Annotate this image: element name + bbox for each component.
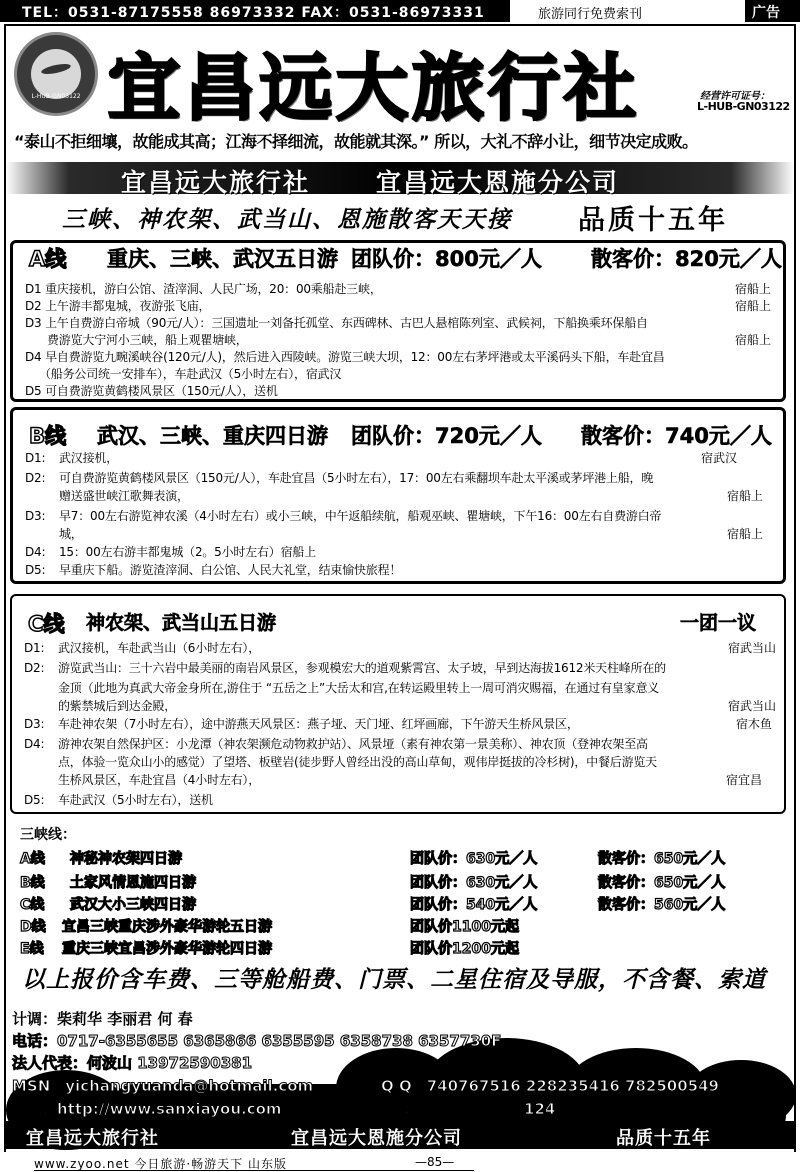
sanxia-line-retail: 散客价：650元／人 [598, 875, 726, 891]
brand-footer-bar [6, 1121, 794, 1149]
route-c-box [10, 594, 786, 814]
day-text: 上午自费游白帝城（90元/人）：三国遗址一刘备托孤堂、东西碑林、古巴人悬棺陈列室、武候祠，下船换乘环保船自 [45, 316, 648, 330]
contact-website: 网址：http://www.sanxiayou.com [12, 1100, 282, 1118]
logo-globe-icon [31, 49, 81, 99]
day-text: 上午游丰都鬼城，夜游张飞庙， [45, 299, 211, 313]
day-text: 早自费游览九畹溪峡谷(120元/人)，然后进入西陵峡。游览三峡大坝，12：00左右茅坪港或太平溪码头下船，车赴宜昌 [45, 350, 665, 364]
route-b-day-cont: 城， [59, 527, 83, 541]
license-label: 经营许可证号： [700, 91, 770, 102]
license-number: L-HUB-GN03122 [697, 100, 790, 113]
route-b-name: B线 [29, 424, 67, 448]
route-a-day [25, 315, 648, 332]
route-c-title: 神农架、武当山五日游 [86, 612, 277, 634]
contact-legal: 法人代表：何波山 13972590381 [12, 1054, 253, 1072]
logo-bird-icon [40, 62, 71, 76]
header-index-label: 旅游同行免费索刊 [510, 0, 745, 22]
top-contact-bar [0, 0, 800, 22]
footer-underline [34, 1170, 474, 1171]
route-c-stay: 宿武当山 [727, 699, 776, 713]
logo-code: L-HUB-GN03122 [31, 93, 81, 100]
page-number: —85— [415, 1155, 455, 1169]
route-c-stay: 宿武当山 [727, 641, 776, 655]
route-b-day-cont: 赠送盛世峡江歌舞表演， [59, 489, 189, 503]
route-a-day [25, 298, 210, 315]
day-label: D5: [24, 793, 45, 807]
route-a-stay: 宿船上 [734, 299, 771, 313]
contact-planners: 计调：柴莉华 李丽君 何 春 [12, 1010, 193, 1028]
route-c-day [24, 640, 260, 657]
route-c-day-cont: 的紫禁城后到达金殿， [58, 699, 177, 713]
sanxia-line-name: E线 [20, 941, 44, 957]
price-note: 以上报价含车费、三等舱船费、门票、二星住宿及导服，不含餐、索道 [22, 967, 766, 993]
route-b-stay: 宿武汉 [700, 451, 737, 465]
route-b-title: 武汉、三峡、重庆四日游 [97, 424, 328, 448]
sanxia-line-group: 团队价1100元起 [410, 919, 519, 935]
sanxia-line-group: 团队价：630元／人 [410, 851, 538, 867]
route-c-day-cont: 生桥风景区，车赴宜昌（4小时左右）， [58, 773, 261, 787]
foot-branch: 宜昌远大恩施分公司 [291, 1128, 462, 1149]
route-a-stay: 宿船上 [734, 282, 771, 296]
day-text: 早7：00左右游览神农溪（4小时左右）或小三峡，中午返船续航，船观巫峡、瞿塘峡，下午16：00左右自费游白帝 [59, 509, 662, 523]
sanxia-line-title: 重庆三峡宜昌涉外豪华游轮四日游 [62, 941, 272, 957]
contact-phone: 电话：0717-6355655 6365866 6355595 6358738 6357730F [12, 1032, 502, 1050]
route-b-day [25, 470, 653, 487]
sanxia-line-name: B线 [20, 875, 45, 891]
route-a-name: A线 [29, 247, 67, 271]
route-a-day [25, 383, 278, 400]
route-b-day [25, 544, 316, 561]
day-label: D5 [25, 384, 42, 398]
service-tagline: 三峡、神农架、武当山、恩施散客天天接 [62, 207, 512, 233]
sanxia-line-retail: 散客价：560元／人 [598, 897, 726, 913]
contact-qq: Q Q：740767516 228235416 782500549 [381, 1077, 719, 1095]
contact-address: 地址：宜昌市沿江大道124号 [374, 1100, 571, 1118]
day-text: 武汉接机，车赴武当山（6小时左右）， [58, 641, 261, 655]
footer-site: www.zyoo.net 今日旅游·畅游天下 山东版 [34, 1157, 287, 1171]
day-text: 车赴武汉（5小时左右），送机 [58, 793, 213, 807]
route-a-day [25, 281, 382, 298]
route-a-title: 重庆、三峡、武汉五日游 [107, 247, 338, 271]
contact-msn: MSN：yichangyuanda@hotmail.com [12, 1077, 314, 1095]
day-label: D2 [25, 299, 42, 313]
company-logo [14, 32, 98, 116]
day-label: D1: [24, 641, 45, 655]
sanxia-line-title: 神秘神农架四日游 [70, 851, 182, 867]
day-label: D1 [25, 282, 42, 296]
foot-quality: 品质十五年 [616, 1128, 711, 1149]
sanxia-line-title: 土家风情恩施四日游 [70, 875, 196, 891]
company-title: 宜昌远大旅行社 [108, 46, 641, 130]
sanxia-line-name: A线 [20, 851, 45, 867]
route-c-day [24, 716, 579, 733]
day-label: D2: [24, 661, 45, 675]
route-c-day [24, 660, 666, 677]
quality-tagline: 品质十五年 [578, 205, 728, 236]
foot-company: 宜昌远大旅行社 [26, 1128, 159, 1149]
route-b-box [10, 407, 786, 584]
company-motto: “泰山不拒细壤，故能成其高；江海不择细流，故能就其深。” 所以，大礼不辞小让，细节决定成败。 [14, 132, 698, 151]
route-b-retail-price: 散客价：740元／人 [581, 424, 772, 448]
route-c-stay: 宿木鱼 [735, 717, 772, 731]
route-b-stay: 宿船上 [726, 527, 763, 541]
day-text: 早重庆下船。游览渣滓洞、白公馆、人民大礼堂，结束愉快旅程！ [59, 563, 402, 577]
route-a-group-price: 团队价：800元／人 [351, 247, 542, 271]
day-label: D4 [25, 350, 42, 364]
sanxia-line-retail: 散客价：650元／人 [598, 851, 726, 867]
day-text: 武汉接机， [59, 451, 119, 465]
route-b-group-price: 团队价：720元／人 [351, 424, 542, 448]
day-label: D1: [25, 451, 46, 465]
day-label: D4: [25, 545, 46, 559]
day-text: 游览武当山：三十六岩中最美丽的南岩风景区，参观模宏大的道观紫霄宫、太子坡，早到达海拔1612米天柱峰所在的 [58, 661, 666, 675]
sanxia-line-group: 团队价1200元起 [410, 941, 519, 957]
day-text: 可自费游览黄鹤楼风景区（150元/人），车赴宜昌（5小时左右），17：00左右乘翻坝车赴太平溪或茅坪港上船，晚 [59, 471, 654, 485]
route-c-day-cont: 金顶（此地为真武大帝金身所在,游住于 “五岳之上”大岳太和宫,在转运殿里转上一周可消灾赐福，在通过有皇家意义 [58, 681, 660, 695]
day-label: D5: [25, 563, 46, 577]
day-label: D3: [24, 717, 45, 731]
route-c-day-cont: 点，体验一览众山小的感觉）了望塔、板壁岩(徒步野人曾经出没的高山草甸，观伟岸挺拔的冷杉树)，中餐后游览天 [58, 755, 657, 769]
day-text: 游神农架自然保护区：小龙潭（神农架濒危动物救护站）、风景垭（素有神农第一景美称）、神农顶（登神农架至高 [58, 737, 648, 751]
day-text: 15：00左右游丰都鬼城（2。5小时左右）宿船上 [59, 545, 317, 559]
day-text: 车赴神农架（7小时左右），途中游燕天风景区：燕子垭、天门垭、红坪画廊，下午游天生桥风景区， [58, 717, 579, 731]
route-b-day [25, 508, 661, 525]
route-a-day-cont: 费游览大宁河小三峡，船上观瞿塘峡， [47, 333, 248, 347]
route-a-retail-price: 散客价：820元／人 [591, 247, 782, 271]
sanxia-line-title: 宜昌三峡重庆涉外豪华游轮五日游 [62, 919, 272, 935]
route-c-stay: 宿宜昌 [725, 773, 762, 787]
day-text: 重庆接机，游白公馆、渣滓洞、人民广场，20：00乘船赴三峡， [45, 282, 382, 296]
header-tel-fax: TEL：0531-87175558 86973332 FAX：0531-86973331 [22, 5, 485, 21]
sanxia-line-group: 团队价：540元／人 [410, 897, 538, 913]
day-text: 可自费游览黄鹤楼风景区（150元/人），送机 [45, 384, 278, 398]
sanxia-line-name: C线 [20, 897, 45, 913]
day-label: D4: [24, 737, 45, 751]
branch-banner [6, 162, 794, 197]
route-c-day [24, 792, 213, 809]
banner-branch: 宜昌远大恩施分公司 [376, 168, 620, 197]
route-a-day [25, 349, 665, 366]
route-b-day [25, 562, 401, 579]
route-c-price: 一团一议 [680, 612, 757, 634]
route-b-day [25, 450, 118, 467]
route-c-name: C线 [28, 612, 65, 636]
sanxia-line-name: D线 [20, 919, 46, 935]
route-a-day-cont: （船务公司统一安排车），车赴武汉（5小时左右），宿武汉 [39, 367, 342, 381]
route-a-stay: 宿船上 [734, 333, 771, 347]
route-c-day [24, 736, 648, 753]
route-a-box [10, 240, 786, 402]
day-label: D2: [25, 471, 46, 485]
banner-company: 宜昌远大旅行社 [121, 168, 311, 197]
route-b-stay: 宿船上 [726, 489, 763, 503]
header-ad-label: 广告 [752, 5, 780, 21]
day-label: D3 [25, 316, 42, 330]
sanxia-line-group: 团队价：630元／人 [410, 875, 538, 891]
sanxia-title: 三峡线： [20, 827, 76, 843]
sanxia-line-title: 武汉大小三峡四日游 [70, 897, 196, 913]
day-label: D3: [25, 509, 46, 523]
